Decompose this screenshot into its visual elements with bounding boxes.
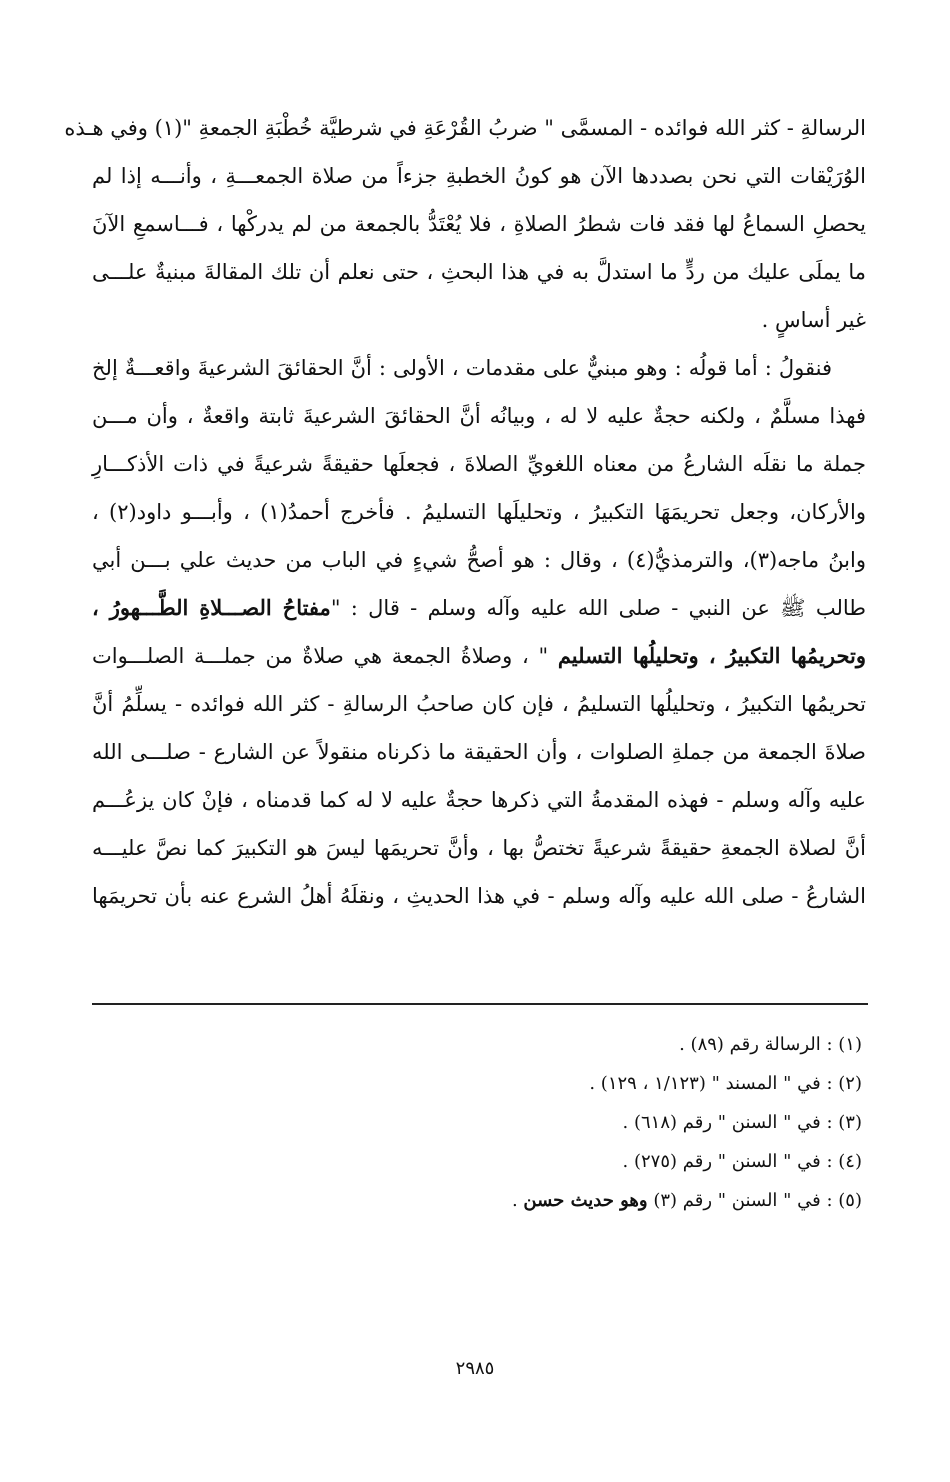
text-line-11: [92, 584, 866, 632]
text-line-12: [92, 632, 866, 680]
footnote-5-end: .: [511, 1190, 524, 1211]
text-line-5: غير أساسٍ .: [761, 308, 866, 332]
text-line-17: الشارعُ - صلى الله عليه وآله وسلم - في هذا الحديثِ ، ونقلَهُ أهلُ الشرع عنه بأن تحريمَها: [92, 884, 866, 908]
footnote-4: (٤) : في " السنن " رقم (٢٧٥) .: [622, 1151, 862, 1172]
main-text: [64, 104, 866, 920]
footnote-divider: [92, 1003, 868, 1005]
footnote-1: (١) : الرسالة رقم (٨٩) .: [679, 1034, 862, 1055]
hadith-bold-1: مفتاحُ الصـــلاةِ الطَّـــهورُ ،: [92, 595, 331, 620]
text-line-3: يحصلِ السماعُ لها فقد فات شطرُ الصلاةِ ، فلا يُعْتَدُّ بالجمعة من لم يدركْها ، فـــاسمعِ الآنَ: [92, 212, 866, 236]
text-line-4: ما يملَى عليك من ردٍّ ما استدلَّ به في هذا البحثِ ، حتى نعلم أن تلك المقالةَ مبنيةٌ علـــى: [92, 260, 866, 284]
footnote-3: (٣) : في " السنن " رقم (٦١٨) .: [622, 1112, 862, 1133]
text-line-2: الوُرَيْقات التي نحن بصددها الآن هو كونُ الخطبةِ جزءاً من صلاة الجمعـــةِ ، وأنـــه إذا لم: [92, 164, 866, 188]
footnote-5-bold: وهو حديث حسن: [523, 1190, 648, 1211]
text-line-10: وابنُ ماجه(٣)، والترمذيُّ(٤) ، وقال : هو أصحُّ شيءٍ في الباب من حديث علي بـــن أبي: [92, 548, 866, 572]
text-line-13: تحريمُها التكبيرُ ، وتحليلُها التسليمُ ، فإن كان صاحبُ الرسالةِ - كثر الله فوائده - يسلِّمُ أنَّ: [92, 692, 866, 716]
text-line-14: صلاةَ الجمعة من جملةِ الصلوات ، وأن الحقيقة ما ذكرناه منقولاً عن الشارع - صلـــى الله: [92, 740, 866, 764]
text-line-6: فنقولُ : أما قولُه : وهو مبنيٌّ على مقدمات ، الأولى : أنَّ الحقائقَ الشرعيةَ واقعـــةٌ إلخ: [92, 356, 832, 380]
text-line-11-start: طالب ﷺ عن النبي - صلى الله عليه وآله وسلم - قال : ": [330, 596, 866, 620]
hadith-bold-2: وتحريمُها التكبيرُ ، وتحليلُها التسليم: [557, 643, 866, 668]
text-line-12-tail: " ، وصلاةُ الجمعة هي صلاةٌ من جملـــة الصلـــوات: [92, 644, 558, 668]
footnote-2: (٢) : في " المسند " (١/١٢٣ ، ١٢٩) .: [589, 1073, 862, 1094]
page-number: ٢٩٨٥: [455, 1358, 495, 1379]
text-line-9: والأركان، وجعل تحريمَهَا التكبيرُ ، وتحليلَها التسليمُ . فأخرج أحمدُ(١) ، وأبـــو داود(٢) ،: [92, 500, 866, 524]
footnote-5: [262, 1181, 862, 1220]
text-line-1: الرسالةِ - كثر الله فوائده - المسمَّى " ضربُ القُرْعَةِ في شرطيَّة خُطْبَةِ الجمعةِ "(١) وفي هـذه: [64, 116, 866, 140]
text-line-15: عليه وآله وسلم - فهذه المقدمةُ التي ذكرها حجةٌ عليه لا له كما قدمناه ، فإنْ كان يزعُـــم: [92, 788, 866, 812]
footnotes: [262, 1025, 862, 1220]
text-line-16: أنَّ لصلاة الجمعةِ حقيقةً شرعيةً تختصُّ بها ، وأنَّ تحريمَها ليسَ هو التكبيرَ كما نصَّ عليـــه: [92, 836, 866, 860]
footnote-5-text: (٥) : في " السنن " رقم (٣): [647, 1190, 862, 1211]
text-line-7: فهذا مسلَّمٌ ، ولكنه حجةٌ عليه لا له ، وبيانُه أنَّ الحقائقَ الشرعيةَ ثابتة واقعةٌ ، وأن مـــن: [92, 404, 866, 428]
text-line-8: جملة ما نقلَه الشارعُ من معناه اللغويِّ الصلاةَ ، فجعلَها حقيقةً شرعيةً في ذات الأذكـــارِ: [92, 452, 866, 476]
